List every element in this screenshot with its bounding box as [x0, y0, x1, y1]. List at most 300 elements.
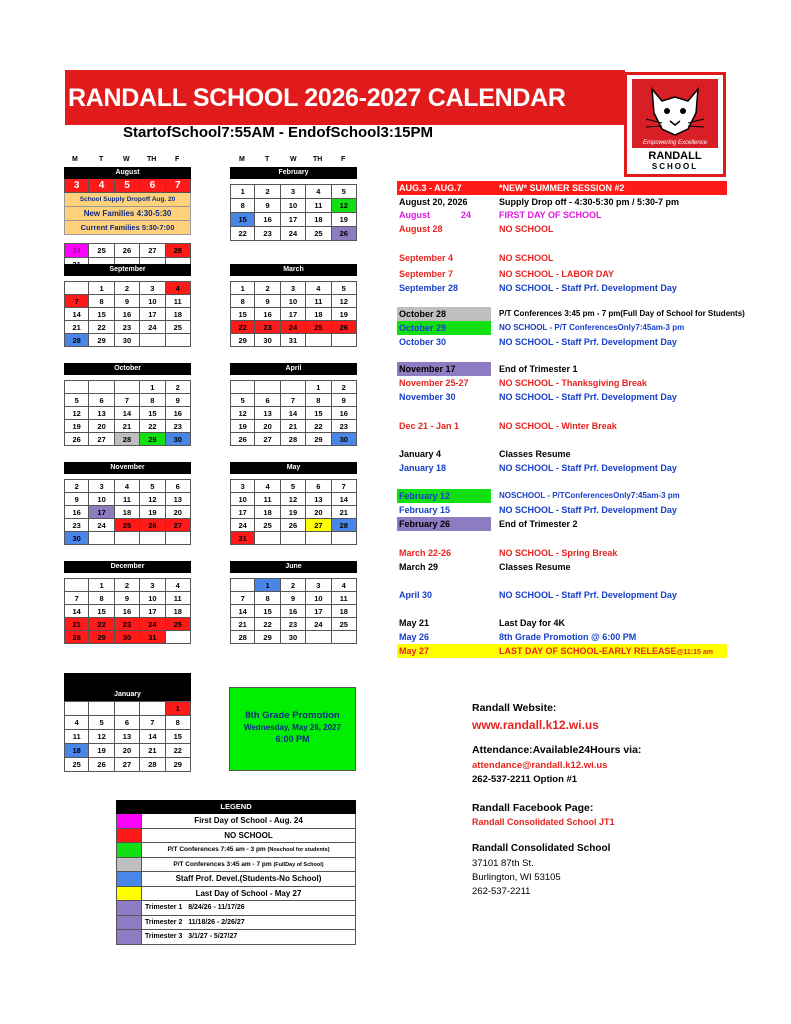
day-cell: 30	[332, 433, 357, 446]
dow-right-fri: F	[341, 156, 346, 163]
page-title: RANDALL SCHOOL 2026-2027 CALENDAR	[68, 84, 566, 112]
day-cell: 18	[115, 506, 140, 519]
day-cell: 16	[255, 308, 280, 321]
day-cell	[255, 381, 280, 394]
day-cell	[332, 532, 357, 545]
month-header: December	[64, 561, 191, 573]
event-text: NO SCHOOL - Thanksgiving Break	[499, 378, 647, 388]
day-cell: 13	[166, 493, 191, 506]
website-link[interactable]: www.randall.k12.wi.us	[472, 718, 599, 732]
day-cell: 18	[255, 506, 280, 519]
day-cell: 7	[64, 592, 89, 605]
day-cell: 30	[166, 433, 191, 446]
legend-row	[116, 930, 356, 945]
day-cell: 29	[140, 433, 165, 446]
day-cell: 4	[89, 179, 114, 193]
day-cell: 19	[332, 308, 357, 321]
day-cell: 28	[64, 334, 89, 347]
day-cell: 17	[140, 308, 165, 321]
day-cell: 8	[230, 199, 255, 213]
day-cell: 6	[255, 394, 280, 407]
trimester-dates: 3/1/27 - 5/27/27	[188, 933, 238, 940]
event-date: October 29	[397, 321, 491, 335]
new-families-note: New Families 4:30-5:30	[64, 207, 191, 221]
day-cell: 5	[115, 179, 140, 193]
day-cell: 17	[281, 213, 306, 227]
day-cell: 14	[64, 605, 89, 618]
day-cell: 18	[306, 213, 331, 227]
day-cell: 4	[306, 185, 331, 199]
legend-label	[142, 901, 355, 915]
day-cell: 23	[115, 321, 140, 334]
day-cell: 23	[255, 321, 280, 334]
day-cell: 3	[281, 282, 306, 295]
day-cell	[115, 702, 140, 716]
legend-label-main: P/T Conferences 3:45 am - 7 pm	[173, 860, 272, 868]
day-cell	[115, 532, 140, 545]
day-cell: 7	[115, 394, 140, 407]
day-cell: 23	[255, 227, 280, 241]
day-cell: 31	[230, 532, 255, 545]
legend-row	[116, 814, 356, 829]
event-date-day: 24	[461, 210, 472, 220]
day-cell: 22	[255, 618, 280, 631]
day-cell	[281, 381, 306, 394]
day-cell: 22	[140, 420, 165, 433]
day-cell: 16	[166, 407, 191, 420]
day-cell: 19	[89, 744, 114, 758]
day-cell: 21	[64, 618, 89, 631]
day-cell: 30	[255, 334, 280, 347]
calendar-january	[64, 673, 191, 772]
legend-swatch	[117, 872, 142, 886]
day-cell: 28	[140, 758, 165, 772]
day-cell: 14	[281, 407, 306, 420]
promotion-date: Wednesday, May 26, 2027	[243, 723, 342, 732]
event-text: Classes Resume	[499, 449, 571, 459]
day-cell: 28	[115, 433, 140, 446]
event-text-main: LAST DAY OF SCHOOL-EARLY RELEASE	[499, 646, 677, 656]
day-cell: 11	[166, 592, 191, 605]
day-cell: 8	[140, 394, 165, 407]
day-cell	[306, 532, 331, 545]
day-cell: 11	[306, 295, 331, 308]
day-cell: 17	[230, 506, 255, 519]
event-date: February 12	[397, 489, 491, 503]
calendar-december	[64, 561, 191, 644]
day-cell: 17	[281, 308, 306, 321]
dow-right-thu: TH	[313, 156, 323, 163]
day-cell: 14	[64, 308, 89, 321]
legend-label	[142, 843, 355, 857]
legend-row	[116, 887, 356, 902]
logo-tagline: Empowering Excellence	[632, 139, 718, 148]
calendar-april	[230, 363, 357, 446]
day-cell: 1	[89, 579, 114, 592]
day-cell: 15	[166, 730, 191, 744]
day-cell: 11	[115, 493, 140, 506]
day-cell: 7	[140, 716, 165, 730]
day-cell: 28	[64, 631, 89, 644]
day-cell: 10	[140, 592, 165, 605]
facebook-label: Randall Facebook Page:	[472, 802, 594, 814]
month-header: April	[230, 363, 357, 375]
day-cell: 1	[89, 282, 114, 295]
day-cell: 1	[230, 282, 255, 295]
day-cell: 23	[166, 420, 191, 433]
day-cell: 25	[166, 321, 191, 334]
day-cell: 26	[140, 519, 165, 532]
day-cell: 24	[64, 244, 89, 258]
day-cell: 6	[89, 394, 114, 407]
day-cell: 11	[255, 493, 280, 506]
dow-left-wed: W	[123, 156, 130, 163]
day-cell: 27	[115, 758, 140, 772]
event-text: NO SCHOOL - LABOR DAY	[499, 269, 615, 279]
month-header: August	[64, 167, 191, 179]
day-cell	[140, 532, 165, 545]
day-cell: 12	[64, 407, 89, 420]
day-cell: 14	[140, 730, 165, 744]
day-cell: 5	[281, 480, 306, 493]
dow-left-tue: T	[99, 156, 104, 163]
day-cell: 3	[306, 579, 331, 592]
trimester-dates: 8/24/26 - 11/17/26	[188, 904, 245, 911]
legend-label: Last Day of School - May 27	[195, 888, 302, 898]
legend-row	[116, 872, 356, 887]
day-cell: 9	[332, 394, 357, 407]
day-cell: 22	[166, 744, 191, 758]
day-cell: 10	[140, 295, 165, 308]
event-date: November 30	[399, 392, 456, 402]
day-cell: 7	[281, 394, 306, 407]
day-cell: 8	[230, 295, 255, 308]
day-cell: 5	[332, 185, 357, 199]
promotion-box	[229, 687, 356, 771]
day-cell: 27	[166, 519, 191, 532]
day-cell: 15	[89, 605, 114, 618]
day-cell: 27	[140, 244, 165, 258]
day-cell: 8	[89, 295, 114, 308]
day-cell: 31	[281, 334, 306, 347]
day-cell: 18	[306, 308, 331, 321]
day-cell: 31	[140, 631, 165, 644]
day-cell: 9	[115, 592, 140, 605]
day-cell: 20	[166, 506, 191, 519]
event-date: November 25-27	[399, 378, 469, 388]
day-cell	[230, 381, 255, 394]
day-cell: 3	[140, 282, 165, 295]
logo-subname: SCHOOL	[651, 162, 699, 171]
attendance-phone: 262-537-2211 Option #1	[472, 774, 578, 785]
event-text: NO SCHOOL	[499, 224, 554, 234]
legend-label-note: (FullDay of School)	[273, 861, 324, 868]
day-cell: 27	[89, 433, 114, 446]
day-cell: 26	[230, 433, 255, 446]
day-cell: 30	[64, 532, 89, 545]
day-cell: 18	[64, 744, 89, 758]
event-date: October 28	[397, 307, 491, 321]
event-text: FIRST DAY OF SCHOOL	[499, 210, 602, 220]
day-cell	[64, 282, 89, 295]
day-cell: 24	[140, 618, 165, 631]
day-cell	[230, 579, 255, 592]
day-cell: 2	[166, 381, 191, 394]
event-date: May 26	[399, 632, 430, 642]
day-cell: 2	[255, 185, 280, 199]
day-cell: 12	[332, 199, 357, 213]
event-text: NO SCHOOL - Staff Prf. Development Day	[499, 590, 677, 600]
event-text: NO SCHOOL - Staff Prf. Development Day	[499, 392, 677, 402]
day-cell	[64, 702, 89, 716]
legend-label	[142, 916, 355, 930]
legend	[116, 800, 356, 945]
day-cell: 3	[230, 480, 255, 493]
month-header: February	[230, 167, 357, 179]
day-cell: 29	[89, 334, 114, 347]
calendar-march	[230, 264, 357, 347]
day-cell: 5	[64, 394, 89, 407]
day-cell: 8	[166, 716, 191, 730]
event-text: NOSCHOOL - P/TConferencesOnly7:45am-3 pm	[499, 491, 680, 500]
day-cell: 30	[115, 334, 140, 347]
day-cell: 17	[89, 506, 114, 519]
day-cell: 24	[89, 519, 114, 532]
day-cell: 28	[230, 631, 255, 644]
event-text: End of Trimester 1	[499, 364, 578, 374]
event-text: NO SCHOOL - P/T ConferencesOnly7:45am-3 pm	[499, 323, 685, 332]
event-date: January 18	[399, 463, 447, 473]
school-phone: 262-537-2211	[472, 886, 531, 897]
day-cell: 9	[281, 592, 306, 605]
day-cell: 11	[306, 199, 331, 213]
day-cell: 3	[281, 185, 306, 199]
day-cell: 10	[89, 493, 114, 506]
day-cell: 9	[115, 295, 140, 308]
calendar-november	[64, 462, 191, 545]
event-date: November 17	[397, 362, 491, 376]
event-date: August	[399, 210, 430, 220]
day-cell: 13	[255, 407, 280, 420]
day-cell: 21	[281, 420, 306, 433]
day-cell: 22	[89, 321, 114, 334]
trimester-label: Trimester 2	[145, 918, 183, 926]
month-header: June	[230, 561, 357, 573]
day-cell: 26	[89, 758, 114, 772]
day-cell: 21	[230, 618, 255, 631]
day-cell	[255, 532, 280, 545]
day-cell: 25	[255, 519, 280, 532]
legend-swatch	[117, 930, 142, 944]
day-cell: 22	[230, 227, 255, 241]
day-cell	[89, 381, 114, 394]
day-cell	[89, 532, 114, 545]
day-cell: 25	[115, 519, 140, 532]
day-cell: 29	[255, 631, 280, 644]
day-cell: 3	[64, 179, 89, 193]
day-cell: 4	[255, 480, 280, 493]
calendar-october	[64, 363, 191, 446]
event-date: September 4	[399, 253, 454, 263]
day-cell: 20	[255, 420, 280, 433]
month-header: November	[64, 462, 191, 474]
month-header: January	[64, 673, 191, 701]
calendar-august	[64, 167, 191, 271]
day-cell: 10	[281, 199, 306, 213]
dow-left-mon: M	[72, 156, 78, 163]
event-date: April 30	[399, 590, 433, 600]
calendar-may	[230, 462, 357, 545]
event-date: September 28	[399, 283, 459, 293]
event-date: Dec 21 - Jan 1	[399, 421, 460, 431]
day-cell: 8	[306, 394, 331, 407]
event-date: AUG.3 - AUG.7	[399, 183, 462, 193]
day-cell: 2	[332, 381, 357, 394]
day-cell: 8	[255, 592, 280, 605]
day-cell: 19	[140, 506, 165, 519]
day-cell: 1	[166, 702, 191, 716]
day-cell: 9	[64, 493, 89, 506]
day-cell: 15	[230, 213, 255, 227]
day-cell: 9	[166, 394, 191, 407]
day-cell: 12	[230, 407, 255, 420]
event-date: September 7	[399, 269, 454, 279]
event-text: NO SCHOOL - Staff Prf. Development Day	[499, 505, 677, 515]
day-cell: 3	[89, 480, 114, 493]
day-cell: 26	[332, 321, 357, 334]
day-cell: 13	[115, 730, 140, 744]
day-cell: 25	[166, 618, 191, 631]
day-cell: 5	[332, 282, 357, 295]
day-cell: 13	[306, 493, 331, 506]
day-cell: 29	[306, 433, 331, 446]
legend-row	[116, 901, 356, 916]
event-row	[397, 181, 727, 195]
day-cell: 21	[332, 506, 357, 519]
event-date: October 30	[399, 337, 447, 347]
day-cell: 2	[255, 282, 280, 295]
day-cell: 21	[140, 744, 165, 758]
promotion-time: 6:00 PM	[275, 734, 310, 744]
legend-swatch	[117, 814, 142, 828]
day-cell	[281, 532, 306, 545]
day-cell: 15	[255, 605, 280, 618]
day-cell: 11	[166, 295, 191, 308]
day-cell: 23	[64, 519, 89, 532]
day-cell: 2	[281, 579, 306, 592]
month-header: May	[230, 462, 357, 474]
day-cell: 15	[89, 308, 114, 321]
day-cell: 27	[306, 519, 331, 532]
day-cell: 29	[230, 334, 255, 347]
day-cell: 1	[140, 381, 165, 394]
day-cell: 26	[281, 519, 306, 532]
day-cell	[306, 334, 331, 347]
day-cell: 8	[89, 592, 114, 605]
day-cell: 12	[281, 493, 306, 506]
day-cell: 7	[332, 480, 357, 493]
day-cell: 26	[332, 227, 357, 241]
month-header: October	[64, 363, 191, 375]
day-cell: 16	[115, 308, 140, 321]
school-logo	[624, 72, 726, 177]
event-text: NO SCHOOL - Winter Break	[499, 421, 617, 431]
day-cell	[166, 334, 191, 347]
day-cell	[140, 334, 165, 347]
current-families-note: Current Families 5:30-7:00	[64, 221, 191, 235]
day-cell: 4	[306, 282, 331, 295]
day-cell: 4	[115, 480, 140, 493]
day-cell: 15	[230, 308, 255, 321]
dow-right-tue: T	[265, 156, 270, 163]
day-cell: 19	[332, 213, 357, 227]
month-header: September	[64, 264, 191, 276]
day-cell: 1	[306, 381, 331, 394]
day-cell: 22	[306, 420, 331, 433]
day-cell: 7	[230, 592, 255, 605]
event-date: January 4	[399, 449, 442, 459]
event-date: May 27	[399, 646, 430, 656]
address-line-1: 37101 87th St.	[472, 858, 534, 869]
day-cell: 28	[332, 519, 357, 532]
day-cell: 28	[281, 433, 306, 446]
calendar-june	[230, 561, 357, 644]
day-cell: 10	[281, 295, 306, 308]
event-text: Supply Drop off - 4:30-5:30 pm / 5:30-7 pm	[499, 197, 680, 207]
legend-swatch	[117, 858, 142, 872]
dow-right-mon: M	[239, 156, 245, 163]
day-cell: 11	[64, 730, 89, 744]
trimester-dates: 11/18/26 - 2/26/27	[188, 918, 245, 926]
supply-dropoff-note: School Supply Dropoff Aug. 20	[64, 193, 191, 207]
day-cell: 19	[230, 420, 255, 433]
event-text: End of Trimester 2	[499, 519, 578, 529]
day-cell: 20	[115, 744, 140, 758]
calendar-february	[230, 167, 357, 241]
event-text: NO SCHOOL - Staff Prf. Development Day	[499, 283, 677, 293]
day-cell	[306, 631, 331, 644]
day-cell: 30	[281, 631, 306, 644]
trimester-label: Trimester 1	[145, 904, 183, 911]
legend-swatch	[117, 901, 142, 915]
legend-row	[116, 916, 356, 931]
day-cell: 2	[64, 480, 89, 493]
day-cell: 23	[332, 420, 357, 433]
day-cell: 2	[115, 282, 140, 295]
day-cell: 25	[64, 758, 89, 772]
facebook-link[interactable]: Randall Consolidated School JT1	[472, 817, 615, 827]
calendar-september	[64, 264, 191, 347]
day-cell: 24	[281, 321, 306, 334]
day-cell: 7	[64, 295, 89, 308]
day-cell: 24	[306, 618, 331, 631]
website-label: Randall Website:	[472, 702, 557, 714]
day-cell: 5	[140, 480, 165, 493]
dow-left-thu: TH	[147, 156, 157, 163]
day-cell: 30	[115, 631, 140, 644]
event-date: February 26	[397, 517, 491, 531]
day-cell: 14	[115, 407, 140, 420]
day-cell: 29	[166, 758, 191, 772]
day-cell: 1	[230, 185, 255, 199]
day-cell: 20	[306, 506, 331, 519]
day-cell: 22	[230, 321, 255, 334]
day-cell: 26	[64, 433, 89, 446]
attendance-email[interactable]: attendance@randall.k12.wi.us	[472, 760, 608, 771]
legend-title: LEGEND	[116, 800, 356, 814]
legend-label-note: (Noschool for students)	[267, 847, 330, 853]
dow-left-fri: F	[175, 156, 180, 163]
